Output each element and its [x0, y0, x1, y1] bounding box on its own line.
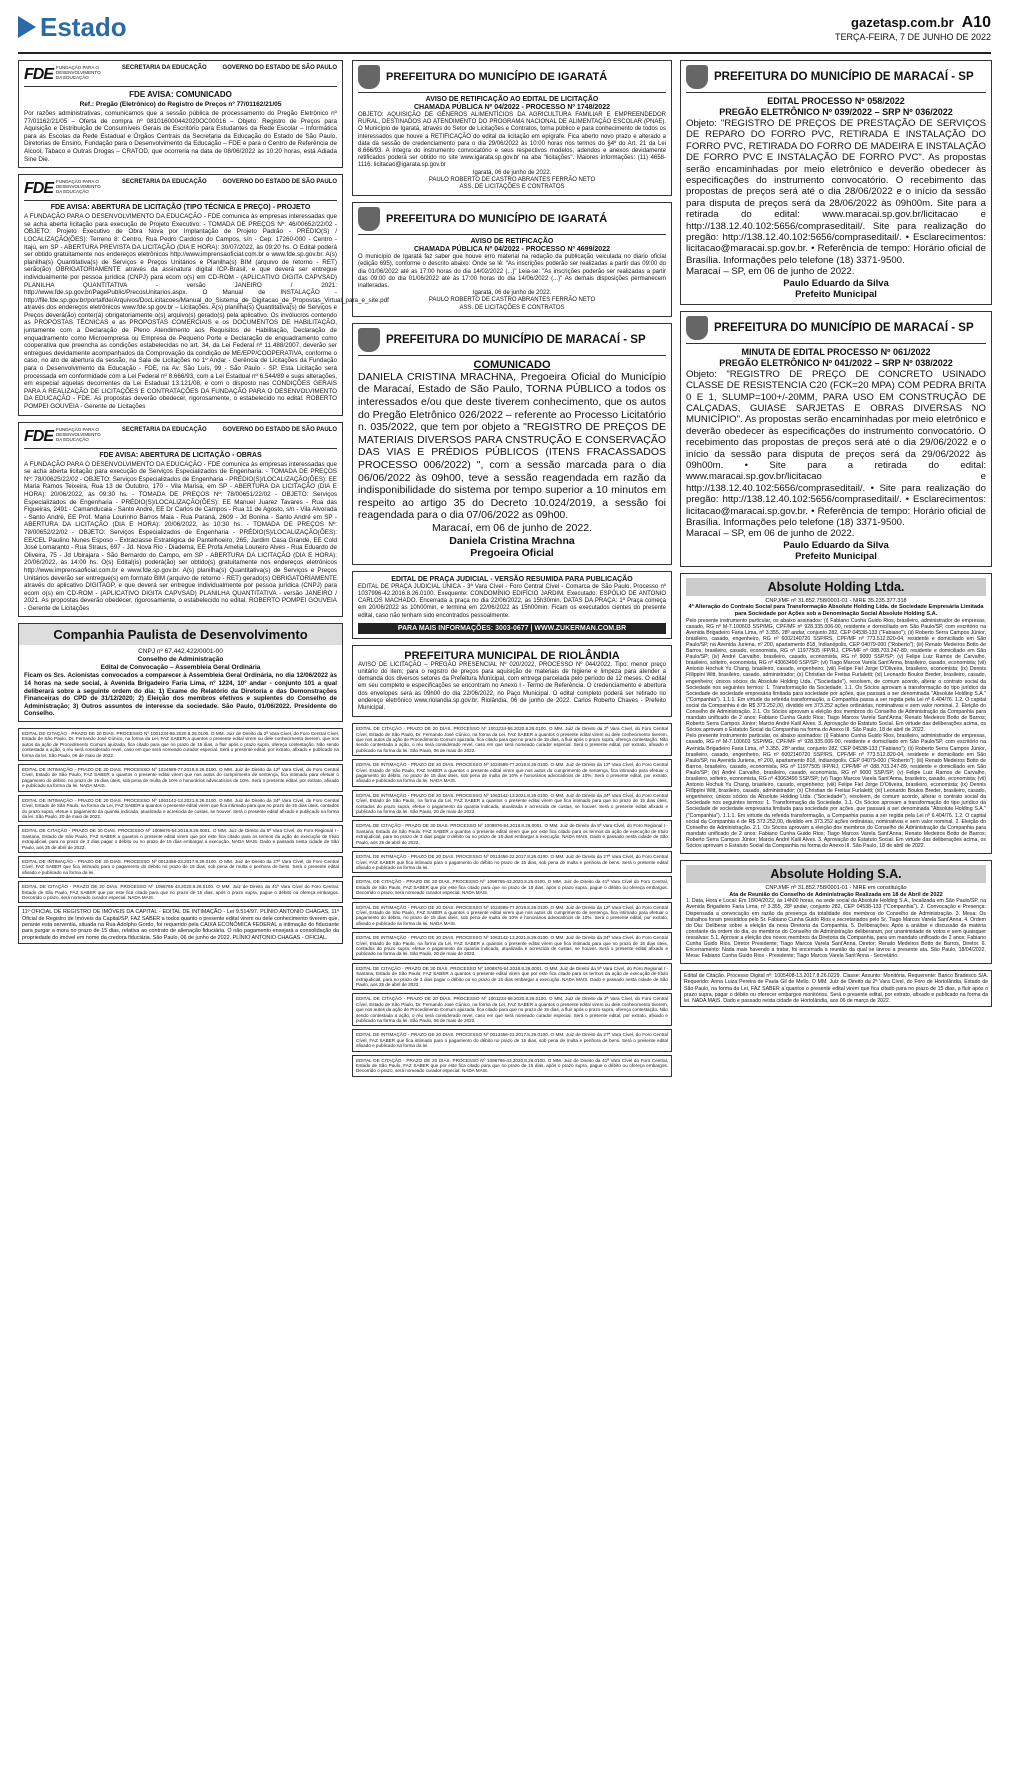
fde-header: FDE FUNDAÇÃO PARA O DESENVOLVIMENTO DA EDUCAÇÃO SECRETARIA DA EDUCAÇÃO GOVERNO DO ESTADO DE SÃO PAULO — [24, 65, 337, 87]
notice-body: Por razões administrativas, comunicamos que a sessão pública de processamento do Pregão Eletrônico nº 77/01162/21/05 – Oferta de compra nº 081016000442020OC00016 – Objeto: Registro de Preços para Aquisição e Distribuição de Consumíveis Gerais de Escritório para Estudantes da Rede Escolar – Informática para as Escolas da Rede Estadual e Órgãos Centrais da Secretaria da Educação do Estado de São Paulo, Diretorias de Ensino, Fundação para o Desenvolvimento da Educação – FDE e para o Centro de Referência de Alcool, Tabaco e Outras Drogas – CRATOD, que ocorreria na data de 08/06/2022 às 10:20 horas, está Adiada Sine Die. — [24, 110, 337, 163]
legal-notices-middle — [352, 723, 672, 1077]
fde-header: FDE FUNDAÇÃO PARA O DESENVOLVIMENTO DA EDUCAÇÃO SECRETARIA DA EDUCAÇÃO GOVERNO DO ESTADO DE SÃO PAULO — [24, 427, 337, 449]
legal-notice: 11º OFICIAL DE REGISTRO DE IMÓVEIS DA CAPITAL - EDITAL DE INTIMAÇÃO - Lei 9.514/97. PLÍNIO ANTONIO CHAGAS, 11º Oficial de Registro de Imóveis da Capital/SP, FAZ SABER a todos quanto o presente edital virem ou dele conhecimento tiverem que, perante esta serventia, situada na Rua Adolpho Gordo, foi requerido pela CAIXA ECONÔMICA FEDERAL a intimação do fiduciante para purgar a mora no prazo de 15 dias, relativa ao contrato de alienação fiduciária. O não pagamento ensejará a consolidação da propriedade do imóvel em nome da credora fiduciária. São Paulo, 06 de junho de 2022. PLÍNIO ANTONIO CHAGAS - OFICIAL. — [18, 906, 343, 943]
legal-notice: EDITAL DE CITAÇÃO - PRAZO DE 20 DIAS. PROCESSO Nº 1098765-43.2020.8.26.0100. O MM. Juiz de Direito da 41ª Vara Cível do Foro Central, Estado de São Paulo, FAZ SABER que por este fica citado para que no prazo de 15 dias, após o prazo supra, pague o débito ou ofereça embargos. Decorrido o prazo, será nomeado curador especial. NADA MAIS. — [18, 881, 343, 903]
maracai-comunicado: PREFEITURA DO MUNICÍPIO DE MARACAÍ - SP COMUNICADO DANIELA CRISTINA MRACHNA, Pregoeira Oficial do Município de Maracaí, Estado de São Paulo, TORNA PÚBLICO a todos os interessados e/ou que deste tiverem conhecimento, que os autos do Pregão Eletrônico 026/2022 – referente ao Processo Licitatório n. 035/2022, que tem por objeto a "REGISTRO DE PREÇOS DE MATERIAIS DIVERSOS PARA CNSTRUÇÃO E CONSERVAÇÃO DAS VIAS E PRÉDIOS PÚBLICOS (ITENS FRACASSADOS PROCESSO 006/2022) ", com a sessão marcada para o dia 06/06/2022 às 09h00, teve a sessão reagendada em razão da indisponibilidade do sistema por tempo superior a 10 minutos em respeito ao artigo 35 do Decreto 10.024/2019, a sessão foi reagendada para o dia 07/06/2022 as 09h00. Maracaí, em 06 de junho de 2022. Daniela Cristina Mrachna Pregoeira Oficial — [352, 323, 672, 565]
legal-notice: EDITAL DE CITAÇÃO - PRAZO DE 20 DIAS. PROCESSO Nº 1001234-56.2020.8.26.0100. O MM. Juiz de Direito da 2ª Vara Cível, do Foro Central Cível, Estado de São Paulo, Dr. Fernando José Cúnico, na forma da Lei, FAZ SABER a quantos o presente edital virem ou dele conhecimento tiverem, que nos autos da ação de Procedimento Comum ajuizada, fica citado para que no prazo de 15 dias, a fluir após o prazo supra, ofereça contestação. Não sendo contestada a ação, o réu será considerado revel, caso em que será nomeado curador especial. Será o presente edital, por extrato, afixado e publicado na forma da lei. São Paulo, 06 de maio de 2022. — [18, 728, 343, 761]
legal-notice: Edital de Citação. Processo Digital nº: 1005408-13.2017.8.26.0229. Classe: Assunto: Monitória. Requerente: Banco Bradesco S/A. Requerido: Anna Luiza Pereira de Paula Gil de Mello. O MM. Juiz de Direito da 2ª Vara Cível, do Foro de Hortolândia, Estado de São Paulo, na forma da Lei, FAZ SABER a quantos o presente edital virem que fica citado para no prazo de 15 dias, a fluir após o prazo supra, pagar o débito ou oferecer embargos monitórios. Será o presente edital, por extrato, afixado e publicado na forma da lei. NADA MAIS. Dado e passado nesta cidade de Hortolândia, aos 06 de março de 2022. — [680, 970, 992, 1007]
legal-notice: EDITAL DE INTIMAÇÃO - PRAZO DE 20 DIAS. PROCESSO Nº 1024589-77.2019.8.26.0100. O MM. Juiz de Direito da 12ª Vara Cível, do Foro Central Cível, Estado de São Paulo, FAZ SABER a quantos o presente edital virem que nos autos do cumprimento de sentença, fica intimado para efetuar o pagamento do débito, no prazo de 15 dias úteis, sob pena de multa de 10% e honorários advocatícios de 10%. Será o presente edital, por extrato, afixado e publicado na forma da lei. NADA MAIS. — [352, 902, 672, 930]
notice-title: Absolute Holding S.A. — [686, 865, 986, 883]
notice-body: Objeto: "REGISTRO DE PREÇO DE CONCRETO USINADO CLASSE DE RESISTENCIA C20 (FCK=20 MPA) COM PEDRA BRITA 0 E 1, SLUMP=100+/-20MM, PARA USO EM CONSTRUÇÃO DE CALÇADAS, GUIASE SARJETAS E OBRAS DIVERSAS NO MUNICÍPIO". As propostas serão encaminhadas por meio eletrônico e deverão obedecer às especificações do instrumento convocatório. O recebimento das propostas de preços será até o dia 29/06/2022 e o início da sessão para disputa de preços será da 29/06/2022 às 09h00m. • Site para a retirada do edital: www.maracai.sp.gov.br/licitacao e http://138.12.40.102:5656/compraseditail/. • Site para realização do pregão: http://138.12.40.102:5656/compraseditail/. • Esclarecimentos: licitacao@maracai.sp.gov.br. • Referência de tempo: Horário oficial de Brasília. Informações pelo telefone (18) 3371-9500. — [686, 368, 986, 528]
notice-body: OBJETO: AQUISIÇÃO DE GÊNEROS ALIMENTÍCIOS DA AGRICULTURA FAMILIAR E EMPREENDEDOR RURAL, DESTINADOS AO ATENDIMENTO DO PROGRAMA NACIONAL DE ALIMENTAÇÃO ESCOLAR (PNAE). O Município de Igaratá, através do Setor de Licitações e Contratos, torna público e para conhecimento de todos os interessados que houve a RETIFICAÇÃO do edital da licitação em epígrafe. Fica aberto novo prazo e alterado a data da sessão de credenciamento para o dia 29/06/2022 às 10:00 horas nos termos do §4º do Art. 21 da Lei 8.666/93. A íntegra do instrumento convocatório e seus respectivos modelos, adendos e anexos devidamente retificados poderá ser obtido no site www.igarata.sp.gov.br na aba "licitações". Maiores informações: (11) 4658-1116. licitacao@igarata.sp.gov.br — [358, 112, 666, 169]
notice-body: AVISO DE LICITAÇÃO – PREGÃO PRESENCIAL Nº 020/2022, PROCESSO Nº 044/2022. Tipo: menor preço unitário do item; para o registro de preços para aquisição de materiais de higiene e limpeza para atender a demanda dos diversos setores da Prefeitura Municipal, com entrega parcelada pelo período de 12 meses. O edital em seu completo e especificações se encontram no Anexo I - Termo de Referência. O credenciamento e abertura dos envelopes será às 09h00 do dia 22/06/2022, no Paço Municipal. O edital completo poderá ser retirado no endereço eletrônico www.riolandia.sp.gov.br. Riolândia, 06 de junho de 2022. Carlos Roberto Chaves - Prefeito Municipal. — [358, 661, 666, 711]
notice-title: PREFEITURA DO MUNICÍPIO DE IGARATÁ — [386, 213, 608, 226]
column-left — [18, 60, 389, 947]
header-info — [835, 14, 991, 42]
fde-logo: FDE — [24, 66, 53, 83]
legal-notice: EDITAL DE INTIMAÇÃO - PRAZO DE 20 DIAS. PROCESSO Nº 1063142-13.2021.8.26.0100. O MM. Juiz de Direito da 34ª Vara Cível, do Foro Central Cível, Estado de São Paulo, na forma da Lei, FAZ SABER a quantos o presente edital virem que fica intimado para que no prazo de 15 dias úteis, contados do prazo supra, efetue o pagamento da quantia indicada, atualizada e acrescida de custas, se houver. Será o presente edital afixado e publicado na forma da lei. São Paulo, 20 de maio de 2022. — [352, 932, 672, 960]
legal-notice: EDITAL DE CITAÇÃO - PRAZO DE 30 DIAS. PROCESSO Nº 1009876-54.2018.8.26.0001. O MM. Juiz de Direito da 5ª Vara Cível, do Foro Regional I - Santana, Estado de São Paulo, FAZ SABER a quantos o presente edital virem que por este fica citado para os termos da ação de execução de título extrajudicial, para no prazo de 3 dias pagar o débito ou no prazo de 15 dias embargar a execução. NADA MAIS. Dado e passado nesta cidade de São Paulo, aos 25 de abril de 2022. — [352, 820, 672, 848]
column-middle — [352, 60, 672, 1080]
notice-body: DANIELA CRISTINA MRACHNA, Pregoeira Oficial do Município de Maracaí, Estado de São Paulo, TORNA PÚBLICO a todos os interessados e/ou que deste tiverem conhecimento, que os autos do Pregão Eletrônico 026/2022 – referente ao Processo Licitatório n. 035/2022, que tem por objeto a "REGISTRO DE PREÇOS DE MATERIAIS DIVERSOS PARA CNSTRUÇÃO E CONSERVAÇÃO DAS VIAS E PRÉDIOS PÚBLICOS (ITENS FRACASSADOS PROCESSO 006/2022) ", com a sessão marcada para o dia 06/06/2022 às 09h00, teve a sessão reagendada em razão da indisponibilidade do sistema por tempo superior a 10 minutos em respeito ao artigo 35 do Decreto 10.024/2019, a sessão foi reagendada para o dia 07/06/2022 as 09h00. — [358, 370, 666, 522]
legal-notice: EDITAL DE INTIMAÇÃO - PRAZO DE 20 DIAS. PROCESSO Nº 1063142-13.2021.8.26.0100. O MM. Juiz de Direito da 34ª Vara Cível, do Foro Central Cível, Estado de São Paulo, na forma da Lei, FAZ SABER a quantos o presente edital virem que fica intimado para que no prazo de 15 dias úteis, contados do prazo supra, efetue o pagamento da quantia indicada, atualizada e acrescida de custas, se houver. Será o presente edital afixado e publicado na forma da lei. São Paulo, 20 de maio de 2022. — [352, 790, 672, 818]
page-number: A10 — [961, 14, 991, 31]
legal-notice: EDITAL DE CITAÇÃO - PRAZO DE 30 DIAS. PROCESSO Nº 1009876-54.2018.8.26.0001. O MM. Juiz de Direito da 5ª Vara Cível, do Foro Regional I - Santana, Estado de São Paulo, FAZ SABER a quantos o presente edital virem que por este fica citado para os termos da ação de execução de título extrajudicial, para no prazo de 3 dias pagar o débito ou no prazo de 15 dias embargar a execução. NADA MAIS. Dado e passado nesta cidade de São Paulo, aos 25 de abril de 2022. — [18, 825, 343, 853]
issue-date: TERÇA-FEIRA, 7 DE JUNHO DE 2022 — [834, 32, 991, 42]
fde-notice-adiada — [18, 60, 343, 168]
newspaper-logo[interactable]: Estado — [18, 12, 127, 43]
praca-judicial: EDITAL DE PRAÇA JUDICIAL - VERSÃO RESUMIDA PARA PUBLICAÇÃO EDITAL DE PRAÇA JUDICIAL ÚNICA - 3ª Vara Cível - Foro Central Cível - Comarca de São Paulo. Processo nº 1037996-42.2016.8.26.0100. Exequente: CONDOMÍNIO EDIFÍCIO JARDIM. Executado: ESPÓLIO DE ANTONIO CARLOS MACHADO. Encerrada a praça no dia 22/06/2022, às 15h30min. DATAS DA PRAÇA: 1ª Praça começa em 20/06/2022 às 10h00min, e termina em 22/06/2022 às 15h00min. Ficam os executados cientes do presente edital, caso não tenham sido encontrados pessoalmente. PARA MAIS INFORMAÇÕES: 3003-0677 | WWW.ZUKERMAN.COM.BR — [352, 571, 672, 639]
page-header — [18, 8, 991, 54]
fde-header: FDE FUNDAÇÃO PARA O DESENVOLVIMENTO DA EDUCAÇÃO SECRETARIA DA EDUCAÇÃO GOVERNO DO ESTADO DE SÃO PAULO — [24, 179, 337, 201]
notice-body: A FUNDAÇÃO PARA O DESENVOLVIMENTO DA EDUCAÇÃO - FDE comunica às empresas interessadas que se acha aberta licitação para execução de Serviços Especializados de Engenharia: - TOMADA DE PREÇOS Nº: 78/00625/22/02 - OBJETO: Serviços Especializados de Engenharia - PRÉDIO(S)/LOCALIZAÇÃO(ÕES): EE Maria Ramos Teixeira, Rua 13 de Outubro, 170 - Vila Marisa, em SP - ABERTURA DA LICITAÇÃO (DIA E HORA): 20/06/2022, às 09:30 hs. - TOMADA DE PREÇOS Nº: 78/00651/22/02 - OBJETO: Serviços Especializados de Engenharia - PRÉDIO(S)/LOCALIZAÇÃO(ÕES): EE Manuel Juarez Tavares - Rua das Figueiras, 2491 - Camanducaia - Santo André, EE Dr Carlos de Campos - Rua 11 de Agosto, s/n - Vila Alvorada - Santo André, EE Prof. Maria Lourinho Barros Maia - Rua Paraná, 2609 - Jd Bonina - Santo André em SP - ABERTURA DA LICITAÇÃO (DIA E HORA): 20/06/2022, às 10:30 hs. - TOMADA DE PREÇOS Nº: 78/00652/22/02 - OBJETO: Serviços Especializados de Engenharia - PRÉDIO(S)/LOCALIZAÇÃO(ÕES): EE/CEL Paulino Nunes Esposo - Extraclasse Estratégica de Pantelhoeiro, 265, Jardim Casa Grande, EE Cold José Lomaranto - Rua Straus, 697 - Jd. Nova Rio - Diadema, EE Profa Amelia Loureiro Alves - Rua Eduardo de Oliveira, 75 - Jd Ubirajara - São Bernardo do Campo, em SP - ABERTURA DA LICITAÇÃO (DIA E HORA): 20/06/2022, às 14:00 hs. O(s) Edital(is) poderá(ão) ser obtido(s) gratuitamente nos endereços eletrônicos http://www.imprensaoficial.com.br e www.fde.sp.gov.br. A(s) planilha(s) Quantitativa(s) de Serviços e Preços Unitários deverão ser entregue(s) em formato BIM (arquivo de retorno - RET) gerado(s) OBRIGATORIAMENTE através do aplicativo DIGITAGP, e que deverá ser entregue individualmente por pessoa jurídica (CNPJ) para ecom o(s) em CD-ROM - (APLICATIVO DIGITA CAPVSAD) PLANILHA QUANTITATIVA - versão JANEIRO / 2021. As propostas deverão obedecer, rigorosamente, o estabelecido no edital. ROBERTO POMPEI GOUVEIA - Gerente de Licitações — [24, 460, 337, 612]
legal-notice: EDITAL DE CITAÇÃO - PRAZO DE 20 DIAS. PROCESSO Nº 1098765-43.2020.8.26.0100. O MM. Juiz de Direito da 41ª Vara Cível do Foro Central, Estado de São Paulo, FAZ SABER que por este fica citado para que no prazo de 15 dias, após o prazo supra, pague o débito ou ofereça embargos. Decorrido o prazo, será nomeado curador especial. NADA MAIS. — [352, 876, 672, 898]
legal-notice: EDITAL DE INTIMAÇÃO - PRAZO DE 20 DIAS. PROCESSO Nº 1024589-77.2019.8.26.0100. O MM. Juiz de Direito da 12ª Vara Cível, do Foro Central Cível, Estado de São Paulo, FAZ SABER a quantos o presente edital virem que nos autos do cumprimento de sentença, fica intimado para efetuar o pagamento do débito, no prazo de 15 dias úteis, sob pena de multa de 10% e honorários advocatícios de 10%. Será o presente edital, por extrato, afixado e publicado na forma da lei. NADA MAIS. — [352, 759, 672, 787]
legal-notice: EDITAL DE INTIMAÇÃO - PRAZO DE 20 DIAS. PROCESSO Nº 0013456-22.2017.8.26.0100. O MM. Juiz de Direito da 27ª Vara Cível, do Foro Central Cível, FAZ SABER que fica intimado para o pagamento do débito no prazo de 15 dias, sob pena de multa e penhora de bens. Será o presente edital afixado e publicado na forma da lei. — [18, 856, 343, 878]
notice-body: 1. Data, Hora e Local: Em 18/04/2022, às 14h00 horas, na sede social da Absolute Holding S.A., localizada em São Paulo/SP, na Avenida Brigadeiro Faria Lima, nº 3.355, 28º andar, conjunto 282, CEP 04538-133 ("Companhia"). 2. Convocação e Presença: Dispensada a convocação em razão da presença da totalidade dos membros do Conselho de Administração. 3. Mesa: Os trabalhos foram presididos pelo Sr. Fabiano Cunha Guido Rios e secretariados pelo Sr. Tiago Marcos Varela Sant'Anna. 4. Ordem do Dia: Deliberar sobre a eleição da nova Diretoria da Companhia. 5. Deliberações: Após a análise e discussão da matéria constante da ordem do dia, os membros do Conselho de Administração deliberaram, por unanimidade de votos e sem quaisquer ressalvas: 5.1. Aprovar a eleição dos novos membros da Diretoria da Companhia, para um mandato unificado de 2 anos: Fabiano Cunha Guido Rios, Diretor Presidente; Tiago Marcos Varela Sant'Anna, Diretor; Renato Medeiros Botto de Barros, Diretor. 6. Encerramento: Nada mais havendo a tratar, foi encerrada a reunião da qual se lavrou a presente ata. São Paulo, 18/04/2022. Mesa: Fabiano Cunha Guido Rios - Presidente; Tiago Marcos Varela Sant'Anna - Secretário. — [686, 898, 986, 960]
municipal-crest-icon — [358, 207, 380, 231]
legal-notice: EDITAL DE CITAÇÃO - PRAZO DE 20 DIAS. PROCESSO Nº 1001234-56.2020.8.26.0100. O MM. Juiz de Direito da 2ª Vara Cível, do Foro Central Cível, Estado de São Paulo, Dr. Fernando José Cúnico, na forma da Lei, FAZ SABER a quantos o presente edital virem ou dele conhecimento tiverem, que nos autos da ação de Procedimento Comum ajuizada, fica citado para que no prazo de 15 dias, a fluir após o prazo supra, ofereça contestação. Não sendo contestada a ação, o réu será considerado revel, caso em que será nomeado curador especial. Será o presente edital, por extrato, afixado e publicado na forma da lei. São Paulo, 06 de maio de 2022. — [352, 723, 672, 756]
column-right — [680, 60, 992, 1010]
maracai-edital-058: PREFEITURA DO MUNICÍPIO DE MARACAÍ - SP EDITAL PROCESSO Nº 058/2022 PREGÃO ELETRÔNICO Nº 039/2022 – SRP Nº 036/2022 Objeto: "REGISTRO DE PREÇOS DE PRESTAÇÃO DE SERVIÇOS DE REPARO DO FORRO PVC, RETIRADA E INSTALAÇÃO DO FORRO PVC, RETIRADA DO FORRO DE MADEIRA E INSTALAÇÃO DE FORRO PVC E INSTALAÇÃO DE FORRO PVC". As propostas serão encaminhadas por meio eletrônico e deverão obedecer às especificações do instrumento convocatório. O recebimento das propostas de preços será até o dia 28/06/2022 e o início da sessão para disputa de preços será da 28/06/2022 às 09h00m. Site para a retirada do edital: www.maracai.sp.gov.br/licitacao e http://138.12.40.102:5656/compraseditail/. Site para realização do pregão: http://138.12.40.102:5656/compraseditail/. • Esclarecimentos: licitacao@maracai.sp.gov.br. • Referência de tempo: Horário oficial de Brasília. Informações pelo telefone (18) 3371-9500. Maracaí – SP, em 06 de junho de 2022. Paulo Eduardo da Silva Prefeito Municipal — [680, 60, 992, 305]
legal-notice: EDITAL DE CITAÇÃO - PRAZO DE 20 DIAS. PROCESSO Nº 1098765-43.2020.8.26.0100. O MM. Juiz de Direito da 41ª Vara Cível do Foro Central, Estado de São Paulo, FAZ SABER que por este fica citado para que no prazo de 15 dias, após o prazo supra, pague o débito ou ofereça embargos. Decorrido o prazo, será nomeado curador especial. NADA MAIS. — [352, 1055, 672, 1077]
absolute-holding-ltda: Absolute Holding Ltda. CNPJ/MF nº 31.852.758/0001-01 - NIRE 35.235.377.318 4ª Alteração do Contrato Social para Transformação Absolute Holding Ltda. de Sociedade Empresária Limitada para Sociedade por Ações sob a Denominação Social Absolute Holding S.A. Pelo presente instrumento particular, os abaixo assinados: (i) Fabiano Cunha Guido Rios, brasileiro, administrador de empresas, casado, RG nº M-7.100603 SSP/MG, CPF/MF nº 928.335.006-90, residente e domiciliado em São Paulo/SP, com escritório na Avenida Brigadeiro Faria Lima, nº 3.355, 28º andar, conjunto 282, CEP 04538-133 ("Fabiano"); (ii) Roberto Serra Campos Júnior, brasileiro, casado, engenheiro, RG nº 6002140720 SSP/RS, CPF/MF nº 773.512.820-04, residente e domiciliado em São Paulo/SP, na Avenida Juriena, nº 200, apartamento 818, Indianópolis, CEP 04079-000 ("Roberto"); (iii) Renato Medeiros Botto de Barros, brasileiro, casado, economista, RG nº 11977505 IFP/RJ, CPF/MF nº 088.703.247-89, residente e domiciliado em São Paulo/SP; (iv) André Carvalho, brasileiro, casado, economista, RG nº 9000 SSP/SP; (v) Felipe Luiz Ramos de Carvalho, brasileiro, solteiro, economista, RG nº 43063490 SSP/SP; (vi) Tiago Marcos Varela Sant'Anna, brasileiro, casado, economista; (vii) Antonio Hochuk Yu Chang, brasileiro, casado, engenheiro; (viii) Felipe Fiel Jorge D'Oliveira, brasileiro, economista; (ix) Dennis Fillippini Witt, brasileiro, casado, administrador; (x) Christian de Freitas Furlaletti; (xi) Leonardo Boulos Breder, brasileiro, casado, engenheiro; únicos sócios da Absolute Holding Ltda. ("Sociedade"), resolvem, de comum acordo, alterar o contrato social da Sociedade nos seguintes termos: 1. Transformação da Sociedade. 1.1. Os Sócios aprovam a transformação do tipo jurídico da Sociedade de sociedade empresária limitada para sociedade por ações, que passará a ser denominada "Absolute Holding S.A." ("Companhia"). 1.1.1. Em virtude da referida transformação, a Companhia passa a ser regida pela Lei nº 6.404/76. 1.2. O capital social da Companhia é de R$ 373.252,00, dividido em 373.252 ações ordinárias, nominativas e sem valor nominal. 2. Eleição do Conselho de Administração. 2.1. Os Sócios aprovam a eleição dos membros do Conselho de Administração da Companhia para mandato unificado de 2 anos: Fabiano Cunha Guido Rios; Tiago Marcos Varela Sant'Anna; Renato Medeiros Botto de Barros; Roberto Serra Campos Júnior; Marcio André Kalil Alves. 3. Aprovação do Estatuto Social. Em virtude das deliberações acima, os Sócios aprovam o Estatuto Social da Companhia na forma do Anexo III. São Paulo, 18 de abril de 2022. Pelo presente instrumento particular, os abaixo assinados: (i) Fabiano Cunha Guido Rios, brasileiro, administrador de empresas, casado, RG nº M-7.100603 SSP/MG, CPF/MF nº 928.335.006-90, residente e domiciliado em São Paulo/SP, com escritório na Avenida Brigadeiro Faria Lima, nº 3.355, 28º andar, conjunto 282, CEP 04538-133 ("Fabiano"); (ii) Roberto Serra Campos Júnior, brasileiro, casado, engenheiro, RG nº 6002140720 SSP/RS, CPF/MF nº 773.512.820-04, residente e domiciliado em São Paulo/SP, na Avenida Juriena, nº 200, apartamento 818, Indianópolis, CEP 04079-000 ("Roberto"); (iii) Renato Medeiros Botto de Barros, brasileiro, casado, economista, RG nº 11977505 IFP/RJ, CPF/MF nº 088.703.247-89, residente e domiciliado em São Paulo/SP; (iv) André Carvalho, brasileiro, casado, economista, RG nº 9000 SSP/SP; (v) Felipe Luiz Ramos de Carvalho, brasileiro, solteiro, economista, RG nº 43063490 SSP/SP; (vi) Tiago Marcos Varela Sant'Anna, brasileiro, casado, economista; (vii) Antonio Hochuk Yu Chang, brasileiro, casado, engenheiro; (viii) Felipe Fiel Jorge D'Oliveira, brasileiro, economista; (ix) Dennis Fillippini Witt, brasileiro, casado, administrador; (x) Christian de Freitas Furlaletti; (xi) Leonardo Boulos Breder, brasileiro, casado, engenheiro; únicos sócios da Absolute Holding Ltda. ("Sociedade"), resolvem, de comum acordo, alterar o contrato social da Sociedade nos seguintes termos: 1. Transformação da Sociedade. 1.1. Os Sócios aprovam a transformação do tipo jurídico da Sociedade de sociedade empresária limitada para sociedade por ações, que passará a ser denominada "Absolute Holding S.A." ("Companhia"). 1.1.1. Em virtude da referida transformação, a Companhia passa a ser regida pela Lei nº 6.404/76. 1.2. O capital social da Companhia é de R$ 373.252,00, dividido em 373.252 ações ordinárias, nominativas e sem valor nominal. 2. Eleição do Conselho de Administração. 2.1. Os Sócios aprovam a eleição dos membros do Conselho de Administração da Companhia para mandato unificado de 2 anos: Fabiano Cunha Guido Rios; Tiago Marcos Varela Sant'Anna; Renato Medeiros Botto de Barros; Roberto Serra Campos Júnior; Marcio André Kalil Alves. 3. Aprovação do Estatuto Social. Em virtude das deliberações acima, os Sócios aprovam o Estatuto Social da Companhia na forma do Anexo III. São Paulo, 18 de abril de 2022. — [680, 573, 992, 854]
municipal-crest-icon — [686, 316, 708, 340]
cpd-notice: Companhia Paulista de Desenvolvimento CNPJ nº 67.442.422/0001-00 Conselho de Administração Edital de Convocação – Assembleia Geral Ordinária Ficam os Srs. Acionistas convocados a comparecer à Assembleia Geral Ordinária, no dia 12/06/2022 às 14 horas na sede social, à Avenida Brigadeiro Faria Lima, nº 1224, 10º andar - conjunto 101 a qual deliberará sobre a seguinte ordem do dia: 1) Exame do Relatório da Diretoria e das Demonstrações Financeiras do CPD de 31/12/2020; 2) Eleição dos membros efetivos e suplentes do Conselho de Administração; 3) Outros assuntos de interesse da sociedade. São Paulo, 01/06/2022. Presidente do Conselho. — [18, 623, 343, 722]
legal-notice: EDITAL DE INTIMAÇÃO - PRAZO DE 20 DIAS. PROCESSO Nº 1024589-77.2019.8.26.0100. O MM. Juiz de Direito da 12ª Vara Cível, do Foro Central Cível, Estado de São Paulo, FAZ SABER a quantos o presente edital virem que nos autos do cumprimento de sentença, fica intimado para efetuar o pagamento do débito, no prazo de 15 dias úteis, sob pena de multa de 10% e honorários advocatícios de 10%. Será o presente edital, por extrato, afixado e publicado na forma da lei. NADA MAIS. — [18, 764, 343, 792]
riolandia-notice — [352, 645, 672, 717]
notice-body: Pelo presente instrumento particular, os abaixo assinados: (i) Fabiano Cunha Guido Rios, brasileiro, administrador de empresas, casado, RG nº M-7.100603 SSP/MG, CPF/MF nº 928.335.006-90, residente e domiciliado em São Paulo/SP, com escritório na Avenida Brigadeiro Faria Lima, nº 3.355, 28º andar, conjunto 282, CEP 04538-133 ("Fabiano"); (ii) Roberto Serra Campos Júnior, brasileiro, casado, engenheiro, RG nº 6002140720 SSP/RS, CPF/MF nº 773.512.820-04, residente e domiciliado em São Paulo/SP, na Avenida Juriena, nº 200, apartamento 818, Indianópolis, CEP 04079-000 ("Roberto"); (iii) Renato Medeiros Botto de Barros, brasileiro, casado, economista, RG nº 11977505 IFP/RJ, CPF/MF nº 088.703.247-89, residente e domiciliado em São Paulo/SP; (iv) André Carvalho, brasileiro, casado, economista, RG nº 9000 SSP/SP; (v) Felipe Luiz Ramos de Carvalho, brasileiro, solteiro, economista, RG nº 43063490 SSP/SP; (vi) Tiago Marcos Varela Sant'Anna, brasileiro, casado, economista; (vii) Antonio Hochuk Yu Chang, brasileiro, casado, engenheiro; (viii) Felipe Fiel Jorge D'Oliveira, brasileiro, economista; (ix) Dennis Fillippini Witt, brasileiro, casado, administrador; (x) Christian de Freitas Furlaletti; (xi) Leonardo Boulos Breder, brasileiro, casado, engenheiro; únicos sócios da Absolute Holding Ltda. ("Sociedade"), resolvem, de comum acordo, alterar o contrato social da Sociedade nos seguintes termos: 1. Transformação da Sociedade. 1.1. Os Sócios aprovam a transformação do tipo jurídico da Sociedade de sociedade empresária limitada para sociedade por ações, que passará a ser denominada "Absolute Holding S.A." ("Companhia"). 1.1.1. Em virtude da referida transformação, a Companhia passa a ser regida pela Lei nº 6.404/76. 1.2. O capital social da Companhia é de R$ 373.252,00, dividido em 373.252 ações ordinárias, nominativas e sem valor nominal. 2. Eleição do Conselho de Administração. 2.1. Os Sócios aprovam a eleição dos membros do Conselho de Administração da Companhia para mandato unificado de 2 anos: Fabiano Cunha Guido Rios; Tiago Marcos Varela Sant'Anna; Renato Medeiros Botto de Barros; Roberto Serra Campos Júnior; Marcio André Kalil Alves. 3. Aprovação do Estatuto Social. Em virtude das deliberações acima, os Sócios aprovam o Estatuto Social da Companhia na forma do Anexo III. São Paulo, 18 de abril de 2022. — [686, 733, 986, 850]
site-url[interactable]: gazetasp.com.br — [851, 15, 954, 30]
notice-ref: Ref.: Pregão (Eletrônico) do Registro de Preços nº 77/01162/21/05 — [79, 101, 282, 108]
notice-title: Absolute Holding Ltda. — [686, 578, 986, 596]
igarata-notice-1: PREFEITURA DO MUNICÍPIO DE IGARATÁ AVISO DE RETIFICAÇÃO AO EDITAL DE LICITAÇÃO CHAMADA PÚBLICA Nº 04/2022 - PROCESSO Nº 1748/2022 OBJETO: AQUISIÇÃO DE GÊNEROS ALIMENTÍCIOS DA AGRICULTURA FAMILIAR E EMPREENDEDOR RURAL, DESTINADOS AO ATENDIMENTO DO PROGRAMA NACIONAL DE ALIMENTAÇÃO ESCOLAR (PNAE). O Município de Igaratá, através do Setor de Licitações e Contratos, torna público e para conhecimento de todos os interessados que houve a RETIFICAÇÃO do edital da licitação em epígrafe. Fica aberto novo prazo e alterado a data da sessão de credenciamento para o dia 29/06/2022 às 10:00 horas nos termos do §4º do Art. 21 da Lei 8.666/93. A íntegra do instrumento convocatório e seus respectivos modelos, adendos e anexos devidamente retificados poderá ser obtido no site www.igarata.sp.gov.br na aba "licitações". Maiores informações: (11) 4658-1116. licitacao@igarata.sp.gov.br Igaratá, 06 de junho de 2022. PAULO ROBERTO DE CASTRO ABRANTES FERRÃO NETO ASS. DE LICITAÇÕES E CONTRATOS — [352, 60, 672, 196]
notice-title: PREFEITURA MUNICIPAL DE RIOLÂNDIA — [404, 649, 620, 662]
legal-notice: EDITAL DE INTIMAÇÃO - PRAZO DE 20 DIAS. PROCESSO Nº 0013456-22.2017.8.26.0100. O MM. Juiz de Direito da 27ª Vara Cível, do Foro Central Cível, FAZ SABER que fica intimado para o pagamento do débito no prazo de 15 dias, sob pena de multa e penhora de bens. Será o presente edital afixado e publicado na forma da lei. — [352, 851, 672, 873]
notice-body: Objeto: "REGISTRO DE PREÇOS DE PRESTAÇÃO DE SERVIÇOS DE REPARO DO FORRO PVC, RETIRADA E INSTALAÇÃO DO FORRO PVC, RETIRADA DO FORRO DE MADEIRA E INSTALAÇÃO DE FORRO PVC E INSTALAÇÃO DE FORRO PVC". As propostas serão encaminhadas por meio eletrônico e deverão obedecer às especificações do instrumento convocatório. O recebimento das propostas de preços será até o dia 28/06/2022 e o início da sessão para disputa de preços será da 28/06/2022 às 09h00m. Site para a retirada do edital: www.maracai.sp.gov.br/licitacao e http://138.12.40.102:5656/compraseditail/. Site para realização do pregão: http://138.12.40.102:5656/compraseditail/. • Esclarecimentos: licitacao@maracai.sp.gov.br. • Referência de tempo: Horário oficial de Brasília. Informações pelo telefone (18) 3371-9500. — [686, 118, 986, 266]
municipal-crest-icon — [358, 328, 380, 352]
fde-notice-obras — [18, 422, 343, 618]
legal-notice: EDITAL DE CITAÇÃO - PRAZO DE 30 DIAS. PROCESSO Nº 1009876-54.2018.8.26.0001. O MM. Juiz de Direito da 5ª Vara Cível, do Foro Regional I - Santana, Estado de São Paulo, FAZ SABER a quantos o presente edital virem que por este fica citado para os termos da ação de execução de título extrajudicial, para no prazo de 3 dias pagar o débito ou no prazo de 15 dias embargar a execução. NADA MAIS. Dado e passado nesta cidade de São Paulo, aos 25 de abril de 2022. — [352, 963, 672, 991]
legal-notice: EDITAL DE INTIMAÇÃO - PRAZO DE 20 DIAS. PROCESSO Nº 0013456-22.2017.8.26.0100. O MM. Juiz de Direito da 27ª Vara Cível, do Foro Central Cível, FAZ SABER que fica intimado para o pagamento do débito no prazo de 15 dias, sob pena de multa e penhora de bens. Será o presente edital afixado e publicado na forma da lei. — [352, 1029, 672, 1051]
notice-title: PREFEITURA DO MUNICÍPIO DE IGARATÁ — [386, 71, 608, 83]
notice-title: PREFEITURA DO MUNICÍPIO DE MARACAÍ - SP — [714, 71, 974, 83]
cpd-body: Ficam os Srs. Acionistas convocados a comparecer à Assembleia Geral Ordinária, no dia 12/06/2022 às 14 horas na sede social, à Avenida Brigadeiro Faria Lima, nº 1224, 10º andar - conjunto 101 a qual deliberará sobre a seguinte ordem do dia: 1) Exame do Relatório da Diretoria e das Demonstrações Financeiras do CPD de 31/12/2020; 2) Eleição dos membros efetivos e suplentes do Conselho de Administração; 3) Outros assuntos de interesse da sociedade. São Paulo, 01/06/2022. Presidente do Conselho. — [24, 672, 337, 718]
igarata-notice-2: PREFEITURA DO MUNICÍPIO DE IGARATÁ AVISO DE RETIFICAÇÃO CHAMADA PÚBLICA Nº 04/2022 - PROCESSO Nº 4699/2022 O município de Igaratá faz saber que houve erro material na redação da publicação veiculada no diário oficial (edição 695), conforme o descrito abaixo: Onde se lê: "As inscrições poderão ser realizadas a partir das 09:00 do dia 01/06/2022 até as 17:00 horas do dia 14/02/2022 (...)" Leia-se: "As inscrições poderão ser realizadas a partir das 09:00 do dia 01/06/2022 até às 17:00 horas do dia 14/06/2022 (...)" As demais disposições permanecem inalteradas. Igaratá, 06 de junho de 2022. PAULO ROBERTO DE CASTRO ABRANTES FERRÃO NETO ASS. DE LICITAÇÕES E CONTRATOS — [352, 202, 672, 317]
maracai-edital-061: PREFEITURA DO MUNICÍPIO DE MARACAÍ - SP MINUTA DE EDITAL PROCESSO Nº 061/2022 PREGÃO ELETRÔNICO Nº 041/2022 – SRP Nº 038/2022 Objeto: "REGISTRO DE PREÇO DE CONCRETO USINADO CLASSE DE RESISTENCIA C20 (FCK=20 MPA) COM PEDRA BRITA 0 E 1, SLUMP=100+/-20MM, PARA USO EM CONSTRUÇÃO DE CALÇADAS, GUIASE SARJETAS E OBRAS DIVERSAS NO MUNICÍPIO". As propostas serão encaminhadas por meio eletrônico e deverão obedecer às especificações do instrumento convocatório. O recebimento das propostas de preços será até o dia 29/06/2022 e o início da sessão para disputa de preços será da 29/06/2022 às 09h00m. • Site para a retirada do edital: www.maracai.sp.gov.br/licitacao e http://138.12.40.102:5656/compraseditail/. • Site para realização do pregão: http://138.12.40.102:5656/compraseditail/. • Esclarecimentos: licitacao@maracai.sp.gov.br. • Referência de tempo: Horário oficial de Brasília. Informações pelo telefone (18) 3371-9500. Maracaí – SP, em 06 de junho de 2022. Paulo Eduardo da Silva Prefeito Municipal — [680, 311, 992, 567]
notice-body: Pelo presente instrumento particular, os abaixo assinados: (i) Fabiano Cunha Guido Rios, brasileiro, administrador de empresas, casado, RG nº M-7.100603 SSP/MG, CPF/MF nº 928.335.006-90, residente e domiciliado em São Paulo/SP, com escritório na Avenida Brigadeiro Faria Lima, nº 3.355, 28º andar, conjunto 282, CEP 04538-133 ("Fabiano"); (ii) Roberto Serra Campos Júnior, brasileiro, casado, engenheiro, RG nº 6002140720 SSP/RS, CPF/MF nº 773.512.820-04, residente e domiciliado em São Paulo/SP, na Avenida Juriena, nº 200, apartamento 818, Indianópolis, CEP 04079-000 ("Roberto"); (iii) Renato Medeiros Botto de Barros, brasileiro, casado, economista, RG nº 11977505 IFP/RJ, CPF/MF nº 088.703.247-89, residente e domiciliado em São Paulo/SP; (iv) André Carvalho, brasileiro, casado, economista, RG nº 9000 SSP/SP; (v) Felipe Luiz Ramos de Carvalho, brasileiro, solteiro, economista, RG nº 43063490 SSP/SP; (vi) Tiago Marcos Varela Sant'Anna, brasileiro, casado, economista; (vii) Antonio Hochuk Yu Chang, brasileiro, casado, engenheiro; (viii) Felipe Fiel Jorge D'Oliveira, brasileiro, economista; (ix) Dennis Fillippini Witt, brasileiro, casado, administrador; (x) Christian de Freitas Furlaletti; (xi) Leonardo Boulos Breder, brasileiro, casado, engenheiro; únicos sócios da Absolute Holding Ltda. ("Sociedade"), resolvem, de comum acordo, alterar o contrato social da Sociedade nos seguintes termos: 1. Transformação da Sociedade. 1.1. Os Sócios aprovam a transformação do tipo jurídico da Sociedade de sociedade empresária limitada para sociedade por ações, que passará a ser denominada "Absolute Holding S.A." ("Companhia"). 1.1.1. Em virtude da referida transformação, a Companhia passa a ser regida pela Lei nº 6.404/76. 1.2. O capital social da Companhia é de R$ 373.252,00, dividido em 373.252 ações ordinárias, nominativas e sem valor nominal. 2. Eleição do Conselho de Administração. 2.1. Os Sócios aprovam a eleição dos membros do Conselho de Administração da Companhia para mandato unificado de 2 anos: Fabiano Cunha Guido Rios; Tiago Marcos Varela Sant'Anna; Renato Medeiros Botto de Barros; Roberto Serra Campos Júnior; Marcio André Kalil Alves. 3. Aprovação do Estatuto Social. Em virtude das deliberações acima, os Sócios aprovam o Estatuto Social da Companhia na forma do Anexo III. São Paulo, 18 de abril de 2022. — [686, 617, 986, 734]
legal-notice: EDITAL DE INTIMAÇÃO - PRAZO DE 20 DIAS. PROCESSO Nº 1063142-13.2021.8.26.0100. O MM. Juiz de Direito da 34ª Vara Cível, do Foro Central Cível, Estado de São Paulo, na forma da Lei, FAZ SABER a quantos o presente edital virem que fica intimado para que no prazo de 15 dias úteis, contados do prazo supra, efetue o pagamento da quantia indicada, atualizada e acrescida de custas, se houver. Será o presente edital afixado e publicado na forma da lei. São Paulo, 20 de maio de 2022. — [18, 795, 343, 823]
info-strip[interactable]: PARA MAIS INFORMAÇÕES: 3003-0677 | WWW.ZUKERMAN.COM.BR — [358, 623, 666, 634]
absolute-holding-sa: Absolute Holding S.A. CNPJ/MF nº 31.852.758/0001-01 - NIRE em constituição Ata de Reunião do Conselho de Administração Realizada em 18 de Abril de 2022 1. Data, Hora e Local: Em 18/04/2022, às 14h00 horas, na sede social da Absolute Holding S.A., localizada em São Paulo/SP, na Avenida Brigadeiro Faria Lima, nº 3.355, 28º andar, conjunto 282, CEP 04538-133 ("Companhia"). 2. Convocação e Presença: Dispensada a convocação em razão da presença da totalidade dos membros do Conselho de Administração. 3. Mesa: Os trabalhos foram presididos pelo Sr. Fabiano Cunha Guido Rios e secretariados pelo Sr. Tiago Marcos Varela Sant'Anna. 4. Ordem do Dia: Deliberar sobre a eleição da nova Diretoria da Companhia. 5. Deliberações: Após a análise e discussão da matéria constante da ordem do dia, os membros do Conselho de Administração deliberaram, por unanimidade de votos e sem quaisquer ressalvas: 5.1. Aprovar a eleição dos novos membros da Diretoria da Companhia, para um mandato unificado de 2 anos: Fabiano Cunha Guido Rios, Diretor Presidente; Tiago Marcos Varela Sant'Anna, Diretor; Renato Medeiros Botto de Barros, Diretor. 6. Encerramento: Nada mais havendo a tratar, foi encerrada a reunião da qual se lavrou a presente ata. São Paulo, 18/04/2022. Mesa: Fabiano Cunha Guido Rios - Presidente; Tiago Marcos Varela Sant'Anna - Secretário. — [680, 860, 992, 964]
notice-title: FDE AVISA: ABERTURA DE LICITAÇÃO (TIPO TÉCNICA E PREÇO) - PROJETO — [50, 204, 311, 212]
notice-body: A FUNDAÇÃO PARA O DESENVOLVIMENTO DA EDUCAÇÃO - FDE comunica às empresas interessadas que se acha aberta licitação para execução de Projeto Executivo: - TOMADA DE PREÇOS Nº: 46/00652/22/02 - OBJETO: Projeto Executivo de Obra Nova por Implantação de Projeto Padrão - PRÉDIO(S) / LOCALIZAÇÃO(ÕES): Terreno 8: Centro, Rua Pedro Cardoso do Campos, s/n - Cep: 17260-000 - Centro - Itajú, em SP - ABERTURA PREVISTA DA LICITAÇÃO (DIA E HORA): 30/07/2022, às 09:20 hs. O Edital poderá ser obtido gratuitamente nos endereços eletrônicos http://www.imprensaoficial.com.br e www.fde.sp.gov.br. A(s) planilha(s) Quantitativa(s) de Serviços e Preços Unitários e Planilha(s) BIM (arquivo de retorno - RET) serão(ão) OBRIGATORIAMENTE através da assinatura digital ICP-Brasil, e que deverá ser entregue individualmente por pessoa jurídica (CNPJ) para ecom o(s) em CD-ROM - (APLICATIVO DIGITA CAPVSAD) PLANILHA QUANTITATIVA - versão JANEIRO / 2021: http://www.fde.sp.gov.br/PagePublic/PrecosUnitarios.aspx. O Manual de INSTALAÇÃO - http://file.fde.sp.gov.br/portalfde/Arquivos/DocLicitacoes/Manual_do_Sistema_de_Digitacao_de_Propostas_Virtual_para_e_site.pdf através dos endereços eletrônicos www.fde.sp.gov.br – Licitações. A(s) planilha(s) Quantitativa(s) de Serviços e Preços deverá(ão) conter(á) obrigatoriamente o(s) arquivo(s) gerado(s) pela aplicativo. Os invólucros contendo as PROPOSTAS TÉCNICAS e as PROPOSTAS COMERCIAIS e os DOCUMENTOS DE HABILITAÇÃO, juntamente com a Declaração de Pleno Atendimento aos Requisitos de Habilitação, Declaração de enquadramento como Microempresa ou Empresa de Pequeno Porte e Declaração de enquadramento como cooperativa que preencha as condições estabelecidas no art. 34, da Lei Federal nº 11.488/2007, deverão ser entregues devidamente acompanhados da Comprovação da condição de ME/EPP/COOPERATIVA, conforme o caso, no ato de abertura da sessão, na Sala de Licitações no 1º Andar - Gerência de Licitações da Fundação para o Desenvolvimento da Educação - FDE, na Av. São Luís, 99 - São Paulo - SP. Esta Licitação será processada em conformidade com a Lei Federal nº 8.666/93, com a Lei Estadual nº 6.544/89 e suas alterações, em especial aquelas decorrentes da Lei Estadual 13.121/08, e com o disposto nas CONDIÇÕES GERAIS PARA A REALIZAÇÃO DE LICITAÇÕES E CONTRATAÇÕES DA FUNDAÇÃO PARA O DESENVOLVIMENTO DA EDUCAÇÃO - FDE. As propostas deverão obedecer, rigorosamente, o estabelecido no edital. ROBERTO POMPEI GOUVEIA - Gerente de Licitações — [24, 213, 389, 410]
municipal-crest-icon — [686, 65, 708, 89]
legal-notices-left — [18, 728, 343, 944]
notice-body: EDITAL DE PRAÇA JUDICIAL ÚNICA - 3ª Vara Cível - Foro Central Cível - Comarca de São Paulo. Processo nº 1037996-42.2016.8.26.0100. Exequente: CONDOMÍNIO EDIFÍCIO JARDIM. Executado: ESPÓLIO DE ANTONIO CARLOS MACHADO. Encerrada a praça no dia 22/06/2022, às 15h30min. DATAS DA PRAÇA: 1ª Praça começa em 20/06/2022 às 10h00min, e termina em 22/06/2022 às 15h00min. Ficam os executados cientes do presente edital, caso não tenham sido encontrados pessoalmente. — [358, 583, 666, 619]
notice-title: PREFEITURA DO MUNICÍPIO DE MARACAÍ - SP — [386, 333, 646, 346]
legal-notice: EDITAL DE CITAÇÃO - PRAZO DE 20 DIAS. PROCESSO Nº 1001234-56.2020.8.26.0100. O MM. Juiz de Direito da 2ª Vara Cível, do Foro Central Cível, Estado de São Paulo, Dr. Fernando José Cúnico, na forma da Lei, FAZ SABER a quantos o presente edital virem ou dele conhecimento tiverem, que nos autos da ação de Procedimento Comum ajuizada, fica citado para que no prazo de 15 dias, a fluir após o prazo supra, ofereça contestação. Não sendo contestada a ação, o réu será considerado revel, caso em que será nomeado curador especial. Será o presente edital, por extrato, afixado e publicado na forma da lei. São Paulo, 06 de maio de 2022. — [352, 993, 672, 1026]
municipal-crest-icon — [358, 65, 380, 89]
fde-notice-projeto — [18, 174, 389, 415]
notice-title: FDE AVISA: COMUNICADO — [129, 90, 232, 99]
notice-title: FDE AVISA: ABERTURA DE LICITAÇÃO - OBRAS — [99, 451, 262, 459]
cpd-title: Companhia Paulista de Desenvolvimento — [53, 627, 308, 643]
notice-body: O município de Igaratá faz saber que houve erro material na redação da publicação veiculada no diário oficial (edição 695), conforme o descrito abaixo: Onde se lê: "As inscrições poderão ser realizadas a partir das 09:00 do dia 01/06/2022 até as 17:00 horas do dia 14/02/2022 (...)" Leia-se: "As inscrições poderão ser realizadas a partir das 09:00 do dia 01/06/2022 até às 17:00 horas do dia 14/06/2022 (...)" As demais disposições permanecem inalteradas. — [358, 254, 666, 290]
notice-title: PREFEITURA DO MUNICÍPIO DE MARACAÍ - SP — [714, 321, 974, 334]
logo-arrow-icon — [18, 16, 36, 38]
